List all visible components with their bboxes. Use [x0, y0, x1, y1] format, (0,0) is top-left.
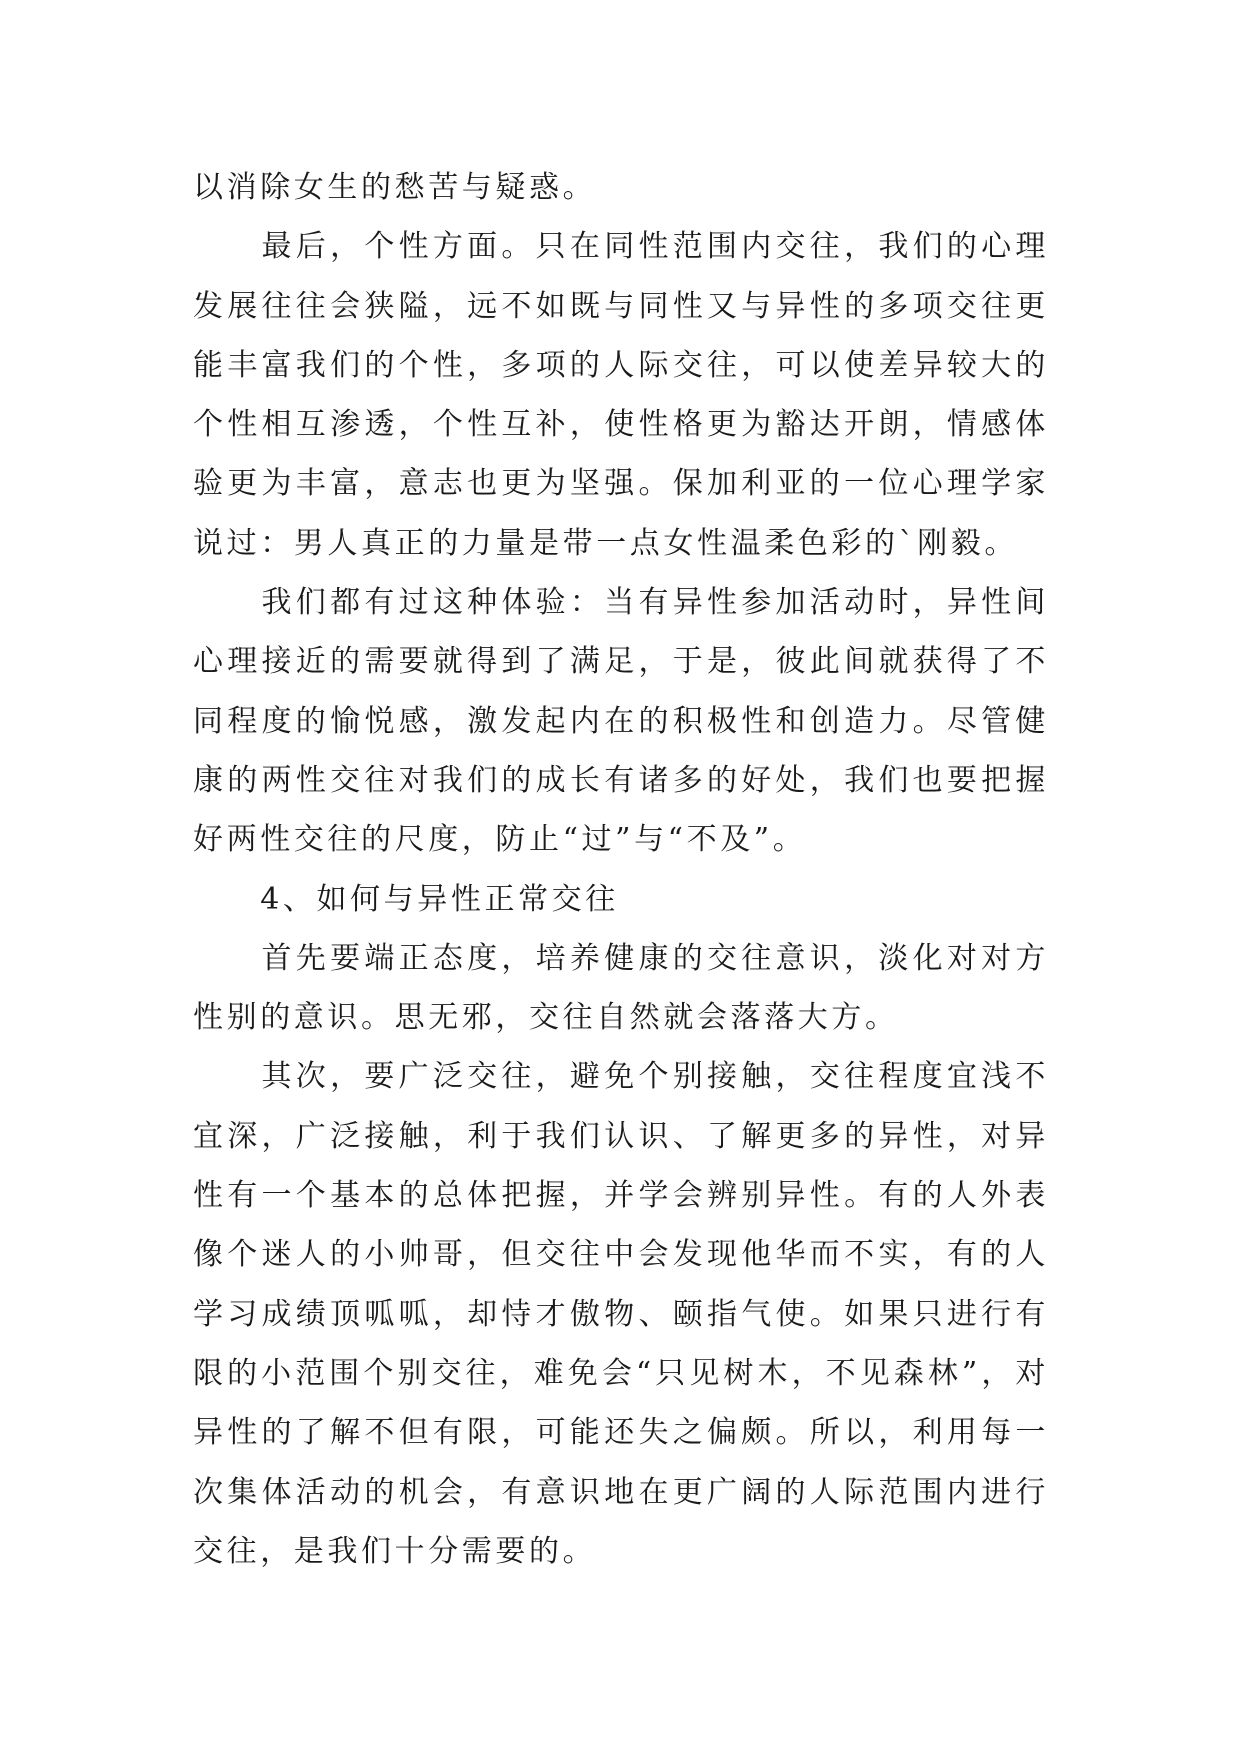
- paragraph-personality: 最后，个性方面。只在同性范围内交往，我们的心理发展往往会狭隘，远不如既与同性又与异性的多项交往更能丰富我们的个性，多项的人际交往，可以使差异较大的个性相互渗透，个性互补，使性格更为豁达开朗，情感体验更为丰富，意志也更为坚强。保加利亚的一位心理学家说过：男人真正的力量是带一点女性温柔色彩的`刚毅。: [193, 229, 1049, 561]
- paragraph-attitude: 首先要端正态度，培养健康的交往意识，淡化对对方性别的意识。思无邪，交往自然就会落落大方。: [193, 940, 1049, 1036]
- document-body: [193, 158, 1049, 1581]
- section-heading: 4、如何与异性正常交往: [193, 881, 619, 917]
- paragraph-broad-interaction: 其次，要广泛交往，避免个别接触，交往程度宜浅不宜深，广泛接触，利于我们认识、了解更多的异性，对异性有一个基本的总体把握，并学会辨别异性。有的人外表像个迷人的小帅哥，但交往中会发现他华而不实，有的人学习成绩顶呱呱，却恃才傲物、颐指气使。如果只进行有限的小范围个别交往，难免会“只见树木，不见森林”，对异性的了解不但有限，可能还失之偏颇。所以，利用每一次集体活动的机会，有意识地在更广阔的人际范围内进行交往，是我们十分需要的。: [193, 1059, 1049, 1569]
- paragraph-continuation: 以消除女生的愁苦与疑惑。: [193, 170, 597, 205]
- paragraph-experience: 我们都有过这种体验：当有异性参加活动时，异性间心理接近的需要就得到了满足，于是，彼此间就获得了不同程度的愉悦感，激发起内在的积极性和创造力。尽管健康的两性交往对我们的成长有诸多的好处，我们也要把握好两性交往的尺度，防止“过”与“不及”。: [193, 585, 1049, 858]
